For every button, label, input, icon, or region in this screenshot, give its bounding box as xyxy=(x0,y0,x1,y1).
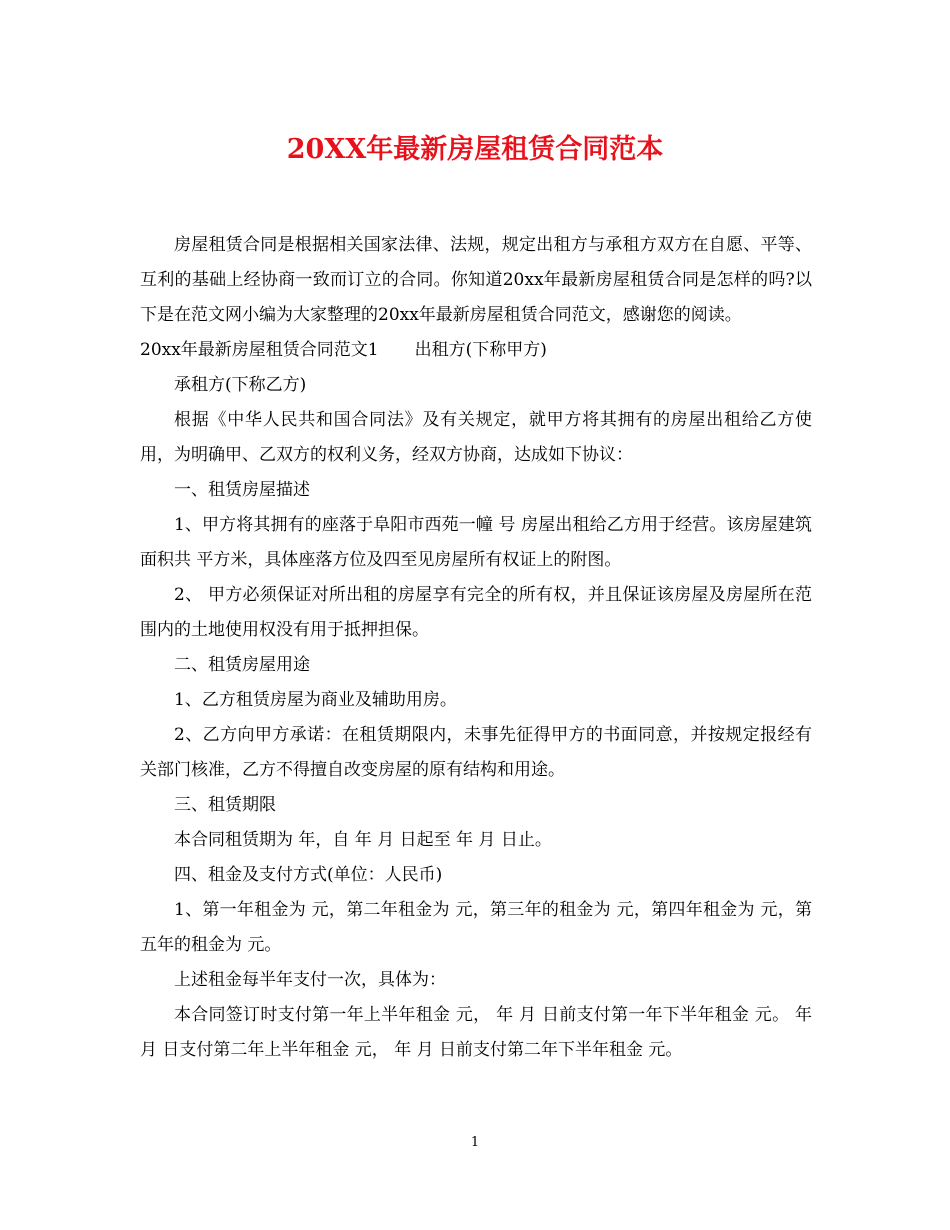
heading-4: 四、租金及支付方式(单位：人民币) xyxy=(174,865,443,885)
clause-1-1: 1、甲方将其拥有的座落于阜阳市西苑一幢 号 房屋出租给乙方用于经营。该房屋建筑面积共 平方米，具体座落方位及四至见房屋所有权证上的附图。 xyxy=(140,515,812,570)
clause-2-2: 2、乙方向甲方承诺：在租赁期限内，未事先征得甲方的书面同意，并按规定报经有关部门核准，乙方不得擅自改变房屋的原有结构和用途。 xyxy=(140,725,812,780)
section-label: 20xx年最新房屋租赁合同范文1 xyxy=(140,340,379,360)
heading-3: 三、租赁期限 xyxy=(174,795,276,815)
heading-1: 一、租赁房屋描述 xyxy=(174,480,310,500)
clause-4-1: 1、第一年租金为 元，第二年租金为 元，第三年的租金为 元，第四年租金为 元，第五年的租金为 元。 xyxy=(140,900,812,955)
heading-2: 二、租赁房屋用途 xyxy=(174,655,310,675)
lessor-label: 出租方(下称甲方) xyxy=(414,340,547,360)
clause-2-1: 1、乙方租赁房屋为商业及辅助用房。 xyxy=(174,690,457,710)
page-number: 1 xyxy=(470,1135,480,1150)
clause-3-1: 本合同租赁期为 年，自 年 月 日起至 年 月 日止。 xyxy=(174,830,552,850)
intro-paragraph: 房屋租赁合同是根据相关国家法律、法规，规定出租方与承租方双方在自愿、平等、互利的基础上经协商一致而订立的合同。你知道20xx年最新房屋租赁合同是怎样的吗?以下是在范文网小编为大家整理的20xx年最新房屋租赁合同范文，感谢您的阅读。 xyxy=(140,235,812,325)
lessee-label: 承租方(下称乙方) xyxy=(174,375,307,395)
document-body xyxy=(140,228,812,1068)
document-title: 20XX年最新房屋租赁合同范本 xyxy=(286,134,664,165)
preamble-paragraph: 根据《中华人民共和国合同法》及有关规定，就甲方将其拥有的房屋出租给乙方使用，为明确甲、乙双方的权利义务，经双方协商，达成如下协议： xyxy=(140,410,812,465)
clause-4-3: 本合同签订时支付第一年上半年租金 元， 年 月 日前支付第一年下半年租金 元。 年 月 日支付第二年上半年租金 元， 年 月 日前支付第二年下半年租金 元。 xyxy=(140,1005,812,1060)
clause-4-2: 上述租金每半年支付一次，具体为： xyxy=(174,970,446,990)
clause-1-2: 2、 甲方必须保证对所出租的房屋享有完全的所有权，并且保证该房屋及房屋所在范围内的土地使用权没有用于抵押担保。 xyxy=(140,585,812,640)
section-line xyxy=(140,333,812,368)
